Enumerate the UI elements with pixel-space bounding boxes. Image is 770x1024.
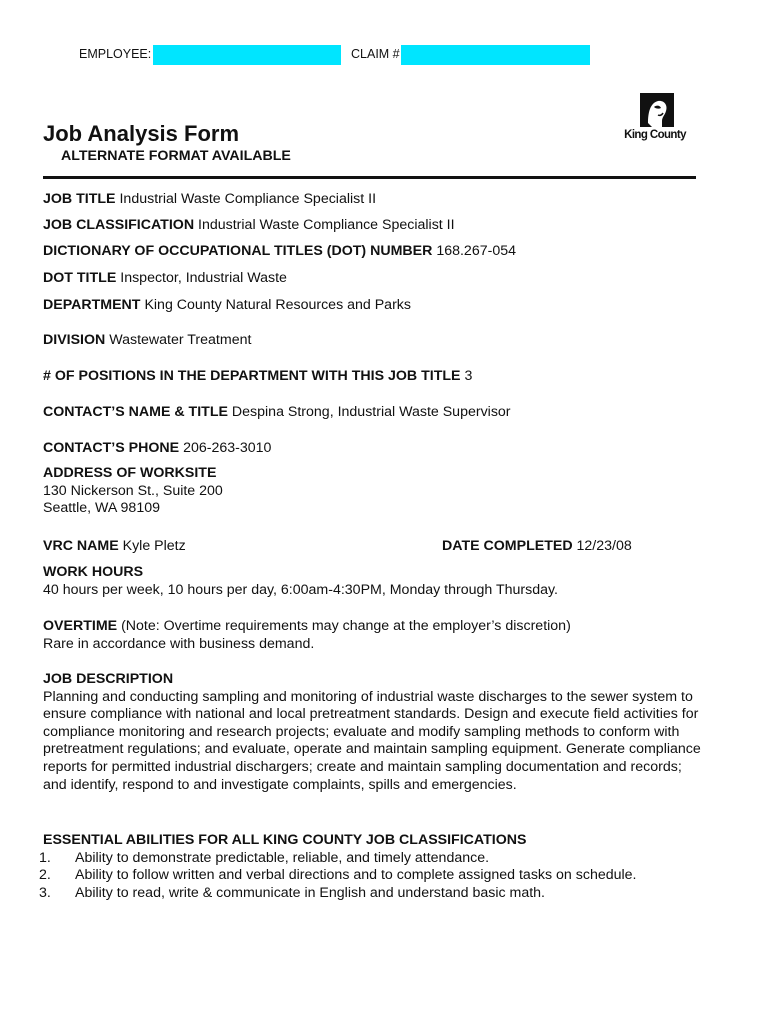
overtime-label: OVERTIME — [43, 618, 118, 634]
address-line-2: Seattle, WA 98109 — [43, 500, 160, 517]
overtime-text: Rare in accordance with business demand. — [43, 635, 315, 652]
department-label: DEPARTMENT — [43, 297, 141, 313]
king-county-logo — [618, 93, 692, 143]
essential-abilities-label: ESSENTIAL ABILITIES FOR ALL KING COUNTY JOB CLASSIFICATIONS — [43, 832, 527, 848]
work-hours-section — [43, 564, 713, 599]
alternate-format-notice: ALTERNATE FORMAT AVAILABLE — [61, 148, 291, 164]
contact-name-value: Despina Strong, Industrial Waste Supervisor — [231, 404, 511, 420]
contact-phone-value: 206-263-3010 — [183, 440, 272, 456]
vrc-name-label: VRC NAME — [43, 538, 119, 554]
division-field — [43, 331, 251, 349]
contact-name-label: CONTACT’S NAME & TITLE — [43, 404, 228, 420]
division-label: DIVISION — [43, 332, 106, 348]
address-section — [43, 465, 713, 518]
claim-redaction — [401, 45, 590, 65]
list-item-text: Ability to follow written and verbal directions and to complete assigned tasks on schedule. — [75, 867, 637, 884]
dot-title-value: Inspector, Industrial Waste — [120, 270, 287, 286]
job-description-section — [43, 671, 703, 794]
address-label: ADDRESS OF WORKSITE — [43, 465, 217, 481]
job-classification-label: JOB CLASSIFICATION — [43, 217, 195, 233]
date-completed-value: 12/23/08 — [576, 538, 632, 554]
job-description-text: Planning and conducting sampling and monitoring of industrial waste discharges to the sewer system to ensure compliance with national and local pretreatment standards. Design and execute field activities for compliance monitoring and research projects; evaluate and modify sampling methods to conform with pretreatment regulations; and evaluate, operate and maintain sampling equipment. Generate compliance reports for permitted industrial dischargers; create and maintain sampling documentation and records; and identify, respond to and investigate complaints, spills and emergencies. — [43, 688, 701, 793]
job-title-field — [43, 190, 376, 208]
list-item — [39, 884, 713, 903]
dot-number-field — [43, 242, 516, 260]
positions-label: # OF POSITIONS IN THE DEPARTMENT WITH THIS JOB TITLE — [43, 368, 461, 384]
work-hours-text: 40 hours per week, 10 hours per day, 6:00am-4:30PM, Monday through Thursday. — [43, 581, 558, 598]
division-value: Wastewater Treatment — [109, 332, 252, 348]
list-item-text: Ability to read, write & communicate in English and understand basic math. — [75, 884, 546, 901]
date-completed-label: DATE COMPLETED — [442, 538, 573, 554]
title-divider — [43, 176, 696, 179]
list-item-number: 2. — [39, 867, 51, 884]
essential-abilities-list — [39, 849, 713, 903]
job-title-value: Industrial Waste Compliance Specialist II — [119, 191, 377, 207]
list-item — [39, 867, 713, 885]
positions-field — [43, 367, 472, 385]
vrc-name-field — [43, 537, 186, 555]
contact-name-field — [43, 403, 511, 421]
claim-label: CLAIM # — [351, 47, 400, 61]
employee-redaction — [153, 45, 341, 65]
list-item-number: 3. — [39, 884, 51, 901]
list-item — [39, 849, 713, 868]
essential-abilities-section — [39, 832, 713, 902]
job-classification-value: Industrial Waste Compliance Specialist II — [198, 217, 455, 233]
list-item-text: Ability to demonstrate predictable, reliable, and timely attendance. — [75, 849, 490, 866]
job-classification-field — [43, 216, 455, 234]
overtime-note: (Note: Overtime requirements may change at the employer’s discretion) — [121, 618, 571, 634]
employee-label: EMPLOYEE: — [79, 47, 152, 61]
work-hours-label: WORK HOURS — [43, 564, 144, 580]
overtime-section — [43, 618, 713, 653]
address-line-1: 130 Nickerson St., Suite 200 — [43, 482, 223, 499]
contact-phone-field — [43, 439, 271, 457]
king-county-logo-text: King County — [624, 129, 686, 141]
page-title: Job Analysis Form — [43, 121, 240, 146]
list-item-number: 1. — [39, 849, 51, 866]
job-description-label: JOB DESCRIPTION — [43, 671, 174, 687]
vrc-name-value: Kyle Pletz — [122, 538, 186, 554]
job-title-label: JOB TITLE — [43, 191, 116, 207]
date-completed-field — [442, 537, 632, 555]
positions-value: 3 — [464, 368, 473, 384]
dot-number-label: DICTIONARY OF OCCUPATIONAL TITLES (DOT) NUMBER — [43, 243, 433, 259]
department-value: King County Natural Resources and Parks — [144, 297, 411, 313]
dot-number-value: 168.267-054 — [436, 243, 516, 259]
dot-title-field — [43, 269, 287, 287]
dot-title-label: DOT TITLE — [43, 270, 117, 286]
department-field — [43, 296, 411, 314]
contact-phone-label: CONTACT’S PHONE — [43, 440, 180, 456]
